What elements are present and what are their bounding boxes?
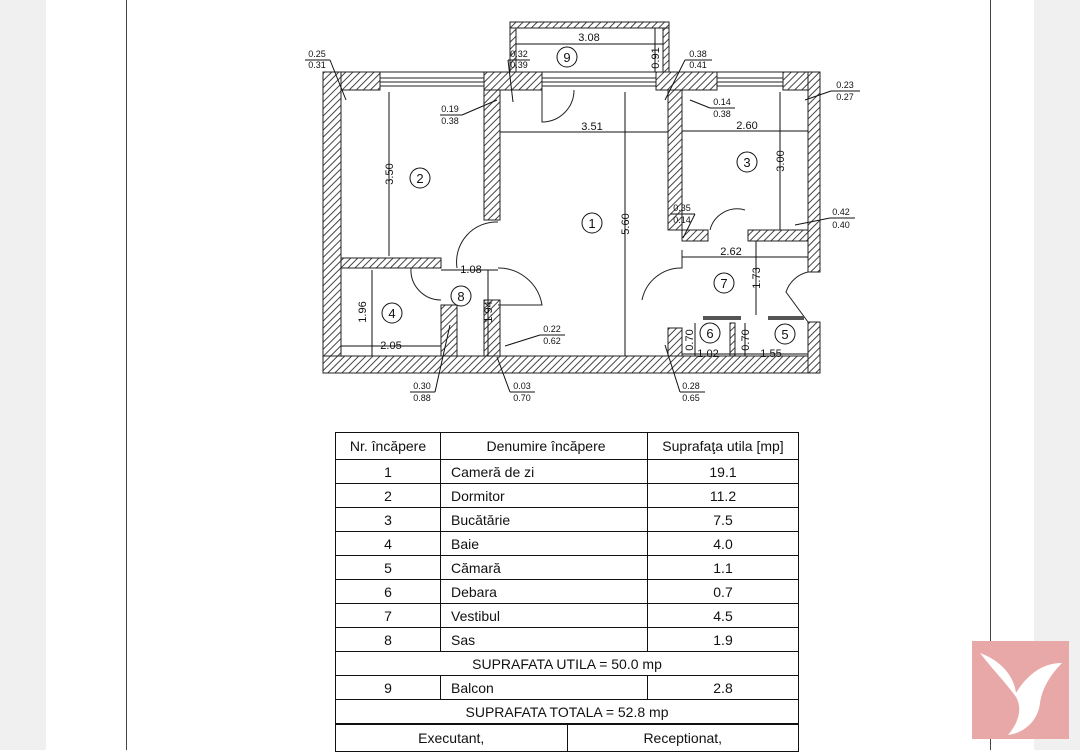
cell-room-name: Balcon [441, 676, 648, 700]
fraction-bottom: 0.31 [308, 60, 326, 70]
dim-living-height: 5.60 [620, 213, 632, 235]
fraction-bottom: 0.27 [836, 92, 854, 102]
dim-camara-width: 1.55 [760, 348, 782, 360]
cell-room-number: 4 [336, 532, 441, 556]
dim-balcony-depth: 0.91 [650, 47, 662, 69]
room-number-5: 5 [781, 327, 789, 342]
logo-bird-icon [972, 641, 1069, 739]
fraction-bottom: 0.14 [673, 215, 691, 225]
fraction-top: 0.28 [682, 381, 700, 391]
fraction-top: 0.22 [543, 324, 561, 334]
cell-room-name: Debara [441, 580, 648, 604]
cell-room-number: 1 [336, 460, 441, 484]
cell-room-name: Baie [441, 532, 648, 556]
dim-kitchen-height: 3.00 [775, 150, 787, 172]
cell-room-number: 3 [336, 508, 441, 532]
fraction-top: 0.35 [673, 203, 691, 213]
table-row [336, 628, 799, 652]
fraction-bottom: 0.38 [713, 109, 731, 119]
dim-bedroom-height: 3.50 [384, 163, 396, 185]
cell-room-area: 4.5 [648, 604, 799, 628]
room-areas-table [335, 432, 799, 724]
table-row [336, 532, 799, 556]
cell-room-area: 11.2 [648, 484, 799, 508]
dim-bath-width: 2.05 [380, 340, 402, 352]
fraction-top: 0.23 [836, 80, 854, 90]
cell-room-area: 0.7 [648, 580, 799, 604]
signature-row [336, 725, 799, 752]
table-row [336, 460, 799, 484]
cell-room-name: Cămară [441, 556, 648, 580]
room-number-3: 3 [743, 155, 751, 170]
room-number-9: 9 [563, 50, 571, 65]
fraction-top: 0.25 [308, 49, 326, 59]
fraction-top: 0.14 [713, 97, 731, 107]
room-number-6: 6 [706, 326, 714, 341]
watermark-logo [972, 641, 1069, 739]
fraction-top: 0.30 [413, 381, 431, 391]
fraction-bottom: 0.65 [682, 393, 700, 403]
dim-camara-height: 0.70 [740, 329, 752, 351]
executant-label: Executant, [336, 725, 568, 752]
table-row [336, 508, 799, 532]
table-row [336, 580, 799, 604]
fraction-bottom: 0.39 [510, 60, 528, 70]
room-number-4: 4 [388, 306, 396, 321]
usable-area-total: SUPRAFATA UTILA = 50.0 mp [336, 652, 799, 676]
cell-room-number: 6 [336, 580, 441, 604]
dim-sas-height: 1.94 [483, 301, 495, 323]
dim-kitchen-width: 2.60 [736, 120, 758, 132]
dim-debara-height: 0.70 [684, 329, 696, 351]
dim-hall-width: 2.62 [720, 246, 742, 258]
cell-room-area: 1.1 [648, 556, 799, 580]
table-row [336, 604, 799, 628]
cell-room-area: 4.0 [648, 532, 799, 556]
balcony-row [336, 676, 799, 700]
fraction-bottom: 0.40 [832, 220, 850, 230]
dim-hall-height: 1.73 [751, 267, 763, 289]
room-number-1: 1 [588, 216, 596, 231]
dim-sas-width: 1.08 [460, 264, 482, 276]
header-room-number: Nr. încăpere [336, 433, 441, 460]
header-usable-area: Suprafaţa utila [mp] [648, 433, 799, 460]
fraction-top: 0.03 [513, 381, 531, 391]
receptionat-label: Receptionat, [567, 725, 799, 752]
cell-room-number: 9 [336, 676, 441, 700]
windows [380, 72, 783, 86]
cell-room-number: 5 [336, 556, 441, 580]
table-row [336, 484, 799, 508]
fraction-bottom: 0.88 [413, 393, 431, 403]
fraction-bottom: 0.41 [689, 60, 707, 70]
cell-room-number: 2 [336, 484, 441, 508]
room-markers [382, 47, 795, 344]
cell-room-name: Dormitor [441, 484, 648, 508]
closet-shelves [703, 316, 804, 320]
fraction-bottom: 0.62 [543, 336, 561, 346]
cell-room-name: Cameră de zi [441, 460, 648, 484]
fraction-bottom: 0.70 [513, 393, 531, 403]
grand-total-row [336, 700, 799, 724]
room-number-8: 8 [457, 289, 465, 304]
cell-room-name: Vestibul [441, 604, 648, 628]
usable-total-row [336, 652, 799, 676]
cell-room-area: 2.8 [648, 676, 799, 700]
dim-debara-width: 1.02 [697, 348, 719, 360]
cell-room-name: Sas [441, 628, 648, 652]
fraction-top: 0.32 [510, 49, 528, 59]
fraction-top: 0.19 [441, 104, 459, 114]
cell-room-area: 19.1 [648, 460, 799, 484]
cell-room-name: Bucătărie [441, 508, 648, 532]
fraction-top: 0.38 [689, 49, 707, 59]
fraction-bottom: 0.38 [441, 116, 459, 126]
fraction-top: 0.42 [832, 207, 850, 217]
cell-room-area: 7.5 [648, 508, 799, 532]
cell-room-area: 1.9 [648, 628, 799, 652]
room-number-7: 7 [720, 276, 728, 291]
room-number-2: 2 [416, 171, 424, 186]
table-row [336, 556, 799, 580]
cell-room-number: 7 [336, 604, 441, 628]
signature-table [335, 724, 799, 752]
dim-balcony-width: 3.08 [578, 32, 600, 44]
dim-bath-height: 1.96 [357, 301, 369, 323]
dim-living-width: 3.51 [581, 121, 603, 133]
cell-room-number: 8 [336, 628, 441, 652]
total-area: SUPRAFATA TOTALA = 52.8 mp [336, 700, 799, 724]
header-room-name: Denumire încăpere [441, 433, 648, 460]
table-header-row [336, 433, 799, 460]
